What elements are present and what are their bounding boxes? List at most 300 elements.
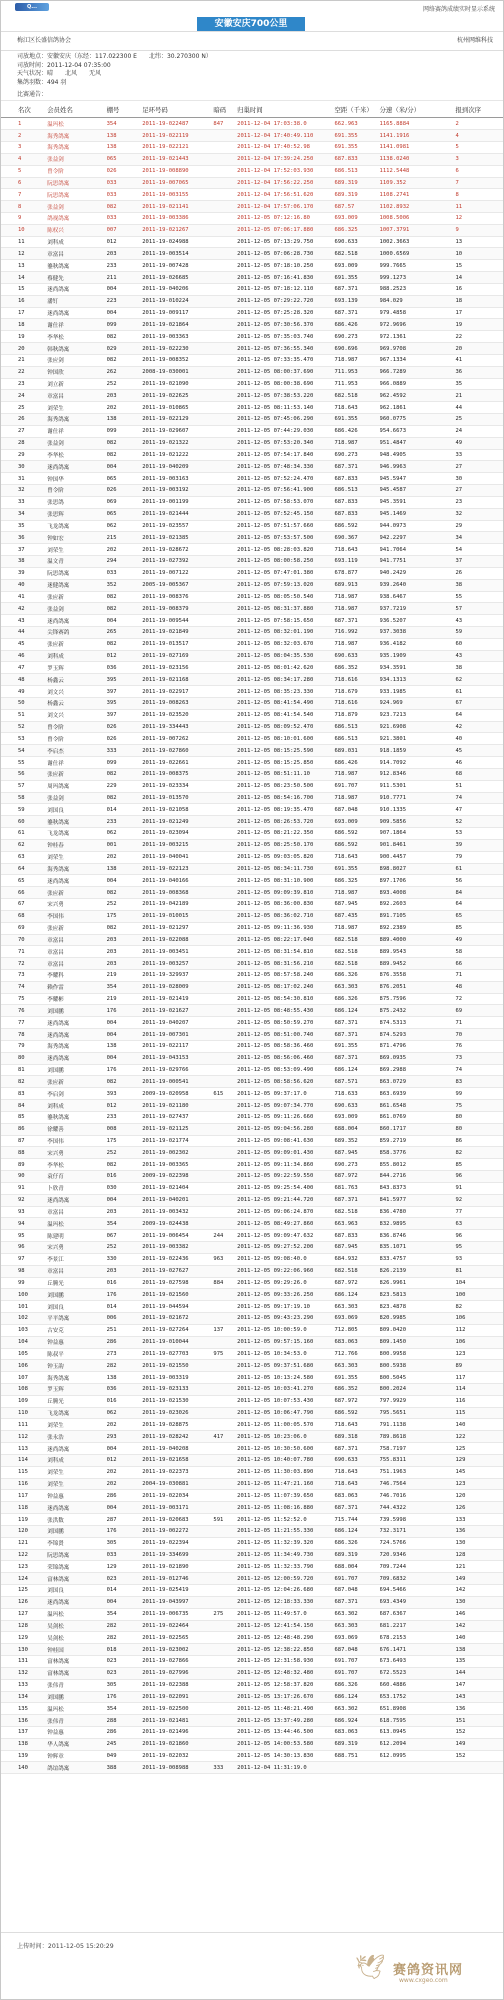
cell-rank: 21 [1, 354, 47, 366]
cell-member-name: 谢仕祥 [47, 425, 106, 437]
cell-report-order: 51 [455, 780, 503, 792]
cell-report-order: 43 [455, 615, 503, 627]
cell-speed: 809.0420 [380, 1324, 456, 1336]
cell-ring-number: 2011-19-021496 [142, 1727, 213, 1739]
cell-secret-code [213, 1242, 237, 1254]
cell-loft-number: 012 [107, 650, 143, 662]
table-row [1, 828, 503, 840]
cell-speed: 860.1717 [380, 1123, 456, 1135]
cell-speed: 1112.5448 [380, 165, 456, 177]
cell-secret-code [213, 1265, 237, 1277]
cell-ring-number: 2011-19-008352 [142, 354, 213, 366]
cell-speed: 800.2024 [380, 1383, 456, 1395]
cell-arrival-time: 2011-12-05 07:47:01.380 [237, 567, 334, 579]
cell-secret-code [213, 1017, 237, 1029]
cell-loft-number: 395 [107, 674, 143, 686]
cell-ring-number: 2011-19-021058 [142, 804, 213, 816]
cell-speed: 893.4008 [380, 887, 456, 899]
cell-distance: 686.513 [334, 165, 379, 177]
cell-secret-code [213, 319, 237, 331]
cell-member-name: 迷健鸽寓 [47, 579, 106, 591]
cell-rank: 18 [1, 319, 47, 331]
cell-arrival-time: 2011-12-05 11:30:03.890 [237, 1466, 334, 1478]
cell-distance: 689.319 [334, 177, 379, 189]
cell-report-order: 64 [455, 899, 503, 911]
cell-loft-number: 099 [107, 757, 143, 769]
cell-secret-code [213, 390, 237, 402]
cell-distance: 693.139 [334, 295, 379, 307]
cell-report-order: 37 [455, 556, 503, 568]
cell-ring-number: 2011-19-006735 [142, 1608, 213, 1620]
table-row [1, 248, 503, 260]
cell-distance: 689.318 [334, 1431, 379, 1443]
cell-ring-number: 2011-19-000541 [142, 1076, 213, 1088]
cell-distance: 691.355 [334, 863, 379, 875]
cell-speed: 1002.3663 [380, 236, 456, 248]
cell-member-name: 章富昌 [47, 1206, 106, 1218]
cell-member-name: 曾令阶 [47, 733, 106, 745]
cell-secret-code [213, 946, 237, 958]
cell-secret-code [213, 1372, 237, 1384]
cell-loft-number: 294 [107, 556, 143, 568]
cell-report-order: 85 [455, 1159, 503, 1171]
cell-member-name: 鎏秋鸽寓 [47, 816, 106, 828]
cell-loft-number: 082 [107, 354, 143, 366]
cell-ring-number: 2011-19-021550 [142, 1360, 213, 1372]
cell-rank: 39 [1, 567, 47, 579]
cell-loft-number: 029 [107, 343, 143, 355]
cell-ring-number: 2011-19-021444 [142, 508, 213, 520]
cell-arrival-time: 2011-12-05 08:49:27.860 [237, 1218, 334, 1230]
table-row [1, 343, 503, 355]
cell-rank: 62 [1, 839, 47, 851]
cell-ring-number: 2009-19-024438 [142, 1218, 213, 1230]
cell-secret-code [213, 1691, 237, 1703]
cell-loft-number: 016 [107, 1277, 143, 1289]
cell-speed: 746.7564 [380, 1478, 456, 1490]
system-title: 网络赛鸽成绩实时显示系统 [422, 6, 495, 13]
cell-report-order: 80 [455, 1111, 503, 1123]
cell-secret-code [213, 1656, 237, 1668]
cell-member-name: 刘荣生 [47, 1466, 106, 1478]
cell-report-order: 72 [455, 993, 503, 1005]
table-row [1, 1182, 503, 1194]
table-row [1, 1596, 503, 1608]
cell-arrival-time: 2011-12-05 09:25:54.400 [237, 1182, 334, 1194]
cell-rank: 116 [1, 1478, 47, 1490]
table-row [1, 118, 503, 130]
cell-distance: 687.833 [334, 153, 379, 165]
cell-rank: 60 [1, 816, 47, 828]
cell-loft-number: 036 [107, 1383, 143, 1395]
table-row [1, 425, 503, 437]
cell-rank: 139 [1, 1750, 47, 1762]
cell-distance: 691.355 [334, 414, 379, 426]
cell-loft-number: 211 [107, 272, 143, 284]
cell-speed: 999.7665 [380, 260, 456, 272]
cell-rank: 79 [1, 1040, 47, 1052]
cell-member-name: 海秀鸽寓 [47, 1040, 106, 1052]
cell-loft-number: 265 [107, 626, 143, 638]
cell-arrival-time: 2011-12-05 11:07:39.650 [237, 1490, 334, 1502]
col-report-order: 报到次序 [455, 101, 503, 118]
cell-speed: 836.4780 [380, 1206, 456, 1218]
cell-member-name: 温玛松 [47, 1218, 106, 1230]
cell-report-order: 151 [455, 1715, 503, 1727]
cell-speed: 676.1471 [380, 1644, 456, 1656]
cell-secret-code [213, 283, 237, 295]
cell-report-order: 35 [455, 378, 503, 390]
cell-ring-number: 2011-19-003163 [142, 473, 213, 485]
cell-arrival-time: 2011-12-05 12:18:33.330 [237, 1596, 334, 1608]
cell-secret-code [213, 1738, 237, 1750]
cell-arrival-time: 2011-12-05 08:32:03.670 [237, 638, 334, 650]
cell-distance: 711.953 [334, 378, 379, 390]
cell-ring-number: 2011-19-022129 [142, 414, 213, 426]
table-row [1, 1206, 503, 1218]
cell-member-name: 钟桂国 [47, 1644, 106, 1656]
table-row [1, 449, 503, 461]
cell-speed: 672.5523 [380, 1667, 456, 1679]
cell-speed: 937.7219 [380, 603, 456, 615]
cell-speed: 967.1334 [380, 354, 456, 366]
cell-speed: 889.9543 [380, 946, 456, 958]
table-row [1, 331, 503, 343]
cell-arrival-time: 2011-12-05 08:25:50.170 [237, 839, 334, 851]
cell-rank: 125 [1, 1585, 47, 1597]
cell-arrival-time: 2011-12-05 10:40:07.780 [237, 1454, 334, 1466]
cell-loft-number: 006 [107, 1313, 143, 1325]
cell-member-name: 章富昌 [47, 248, 106, 260]
table-row [1, 1194, 503, 1206]
table-row [1, 946, 503, 958]
cell-report-order: 82 [455, 1301, 503, 1313]
cell-distance: 663.302 [334, 1703, 379, 1715]
cell-loft-number: 273 [107, 1348, 143, 1360]
cell-report-order: 24 [455, 425, 503, 437]
cell-secret-code [213, 1679, 237, 1691]
cell-loft-number: 030 [107, 1182, 143, 1194]
table-row [1, 804, 503, 816]
cell-member-name: 富林鸽寓 [47, 1667, 106, 1679]
cell-loft-number: 203 [107, 1206, 143, 1218]
cell-member-name: 章富昌 [47, 1265, 106, 1277]
cell-secret-code [213, 899, 237, 911]
cell-ring-number: 2011-19-002272 [142, 1525, 213, 1537]
cell-ring-number: 2011-19-022123 [142, 863, 213, 875]
cell-secret-code [213, 1478, 237, 1490]
table-row [1, 792, 503, 804]
cell-secret-code [213, 425, 237, 437]
cell-speed: 1141.0981 [380, 142, 456, 154]
cell-member-name: 宋兴勇 [47, 1147, 106, 1159]
cell-distance: 718.987 [334, 591, 379, 603]
cell-distance: 718.616 [334, 697, 379, 709]
cell-speed: 935.1909 [380, 650, 456, 662]
cell-member-name: 张应新 [47, 638, 106, 650]
cell-ring-number: 2011-19-042189 [142, 899, 213, 911]
cell-arrival-time: 2011-12-05 08:31:54.810 [237, 946, 334, 958]
table-row [1, 378, 503, 390]
cell-secret-code [213, 1313, 237, 1325]
cell-rank: 83 [1, 1088, 47, 1100]
cell-loft-number: 138 [107, 130, 143, 142]
cell-secret-code [213, 1502, 237, 1514]
cell-ring-number: 2011-19-021890 [142, 1561, 213, 1573]
cell-report-order: 7 [455, 177, 503, 189]
cell-secret-code [213, 1383, 237, 1395]
table-row [1, 1218, 503, 1230]
cell-report-order: 92 [455, 1194, 503, 1206]
cell-report-order: 142 [455, 1585, 503, 1597]
cell-distance: 686.325 [334, 875, 379, 887]
cell-report-order: 52 [455, 816, 503, 828]
cell-rank: 47 [1, 662, 47, 674]
cell-secret-code [213, 638, 237, 650]
cell-report-order: 104 [455, 1277, 503, 1289]
table-row [1, 556, 503, 568]
cell-ring-number: 2011-19-334699 [142, 1549, 213, 1561]
cell-distance: 687.972 [334, 1171, 379, 1183]
table-row [1, 1159, 503, 1171]
cell-ring-number: 2011-19-021443 [142, 153, 213, 165]
cell-member-name: 张应新 [47, 768, 106, 780]
cell-loft-number: 067 [107, 1230, 143, 1242]
upload-time: 上传时间：2011-12-05 15:20:29 [17, 1943, 114, 1950]
cell-rank: 99 [1, 1277, 47, 1289]
cell-speed: 944.0973 [380, 520, 456, 532]
cell-loft-number: 065 [107, 508, 143, 520]
results-body [1, 118, 503, 1774]
cell-report-order: 67 [455, 697, 503, 709]
cell-ring-number: 2011-19-010044 [142, 1336, 213, 1348]
cell-member-name: 刘国鹏 [47, 1005, 106, 1017]
cell-secret-code [213, 1206, 237, 1218]
cell-ring-number: 2011-19-009544 [142, 615, 213, 627]
cell-distance: 691.707 [334, 780, 379, 792]
cell-member-name: 张益剑 [47, 792, 106, 804]
cell-secret-code [213, 236, 237, 248]
cell-secret-code [213, 142, 237, 154]
cell-member-name: 李景江 [47, 1253, 106, 1265]
cell-member-name: 潘钉 [47, 295, 106, 307]
cell-speed: 969.9708 [380, 343, 456, 355]
cell-report-order: 61 [455, 863, 503, 875]
cell-member-name: 鎏秋鸽寓 [47, 260, 106, 272]
cell-member-name: 张永浩 [47, 1431, 106, 1443]
cell-loft-number: 252 [107, 899, 143, 911]
cell-loft-number: 138 [107, 1040, 143, 1052]
cell-member-name: 张益剑 [47, 437, 106, 449]
cell-arrival-time: 2011-12-05 12:31:58.930 [237, 1656, 334, 1668]
cell-distance: 690.273 [334, 449, 379, 461]
cell-report-order: 16 [455, 283, 503, 295]
cell-speed: 800.5938 [380, 1360, 456, 1372]
cell-speed: 809.1450 [380, 1336, 456, 1348]
cell-loft-number: 004 [107, 615, 143, 627]
cell-arrival-time: 2011-12-05 14:30:13.830 [237, 1750, 334, 1762]
cell-ring-number: 2011-19-023156 [142, 662, 213, 674]
cell-secret-code [213, 970, 237, 982]
table-row [1, 686, 503, 698]
table-row [1, 875, 503, 887]
cell-distance: 689.319 [334, 189, 379, 201]
cell-rank: 57 [1, 780, 47, 792]
cell-loft-number: 004 [107, 1017, 143, 1029]
cell-member-name: 杨鑫云 [47, 697, 106, 709]
table-row [1, 910, 503, 922]
cell-rank: 15 [1, 283, 47, 295]
cell-loft-number: 175 [107, 910, 143, 922]
cell-distance: 690.696 [334, 343, 379, 355]
cell-secret-code [213, 910, 237, 922]
cell-report-order: 15 [455, 260, 503, 272]
cell-distance: 690.273 [334, 331, 379, 343]
cell-ring-number: 2011-19-024988 [142, 236, 213, 248]
cell-report-order: 39 [455, 839, 503, 851]
cell-report-order: 18 [455, 295, 503, 307]
cell-rank: 66 [1, 887, 47, 899]
cell-loft-number: 129 [107, 1561, 143, 1573]
cell-secret-code: 333 [213, 1762, 237, 1774]
cell-ring-number: 2011-19-003215 [142, 839, 213, 851]
cell-rank: 117 [1, 1490, 47, 1502]
cell-arrival-time: 2011-12-05 08:15:25.850 [237, 757, 334, 769]
cell-ring-number: 2011-19-022388 [142, 1679, 213, 1691]
cell-report-order: 77 [455, 1206, 503, 1218]
cell-speed: 875.7596 [380, 993, 456, 1005]
cell-secret-code [213, 1537, 237, 1549]
cell-speed: 858.3776 [380, 1147, 456, 1159]
table-row [1, 1691, 503, 1703]
cell-ring-number: 2011-19-008988 [142, 1762, 213, 1774]
cell-report-order: 106 [455, 1313, 503, 1325]
cell-rank: 136 [1, 1715, 47, 1727]
cell-arrival-time: 2011-12-05 08:00:58.250 [237, 556, 334, 568]
cell-distance: 686.325 [334, 224, 379, 236]
cell-arrival-time: 2011-12-05 08:36:02.710 [237, 910, 334, 922]
cell-report-order: 64 [455, 709, 503, 721]
cell-speed: 709.6832 [380, 1573, 456, 1585]
cell-loft-number: 175 [107, 1135, 143, 1147]
table-row [1, 674, 503, 686]
cell-loft-number: 007 [107, 224, 143, 236]
cell-rank: 122 [1, 1549, 47, 1561]
cell-ring-number: 2011-19-021141 [142, 201, 213, 213]
cell-secret-code [213, 1111, 237, 1123]
cell-distance: 682.518 [334, 390, 379, 402]
cell-distance: 689.319 [334, 1549, 379, 1561]
cell-report-order: 23 [455, 496, 503, 508]
cell-loft-number: 033 [107, 1549, 143, 1561]
cell-arrival-time: 2011-12-05 09:06:24.870 [237, 1206, 334, 1218]
cell-member-name: 刘荣生 [47, 851, 106, 863]
cell-distance: 663.963 [334, 1218, 379, 1230]
table-row [1, 626, 503, 638]
cell-report-order: 38 [455, 579, 503, 591]
cell-arrival-time: 2011-12-05 08:28:03.820 [237, 544, 334, 556]
cell-loft-number: 062 [107, 1407, 143, 1419]
cell-rank: 96 [1, 1242, 47, 1254]
cell-speed: 999.1273 [380, 272, 456, 284]
cell-rank: 4 [1, 153, 47, 165]
cell-ring-number: 2011-19-022565 [142, 1632, 213, 1644]
cell-ring-number: 2011-19-029607 [142, 425, 213, 437]
table-row [1, 745, 503, 757]
cell-ring-number: 2011-19-023002 [142, 1644, 213, 1656]
cell-report-order: 17 [455, 307, 503, 319]
cell-rank: 86 [1, 1123, 47, 1135]
table-row [1, 544, 503, 556]
cell-rank: 52 [1, 721, 47, 733]
cell-rank: 128 [1, 1620, 47, 1632]
cell-report-order: 116 [455, 1395, 503, 1407]
table-row [1, 1029, 503, 1041]
cell-report-order: 5 [455, 142, 503, 154]
table-row [1, 130, 503, 142]
table-row [1, 236, 503, 248]
cell-rank: 9 [1, 213, 47, 225]
cell-distance: 689.031 [334, 745, 379, 757]
cell-rank: 109 [1, 1395, 47, 1407]
cell-report-order: 43 [455, 650, 503, 662]
cell-arrival-time: 2011-12-05 10:30:50.600 [237, 1443, 334, 1455]
cell-secret-code [213, 1727, 237, 1739]
table-row [1, 1667, 503, 1679]
site-logo[interactable] [15, 3, 49, 11]
cell-ring-number: 2011-19-022121 [142, 142, 213, 154]
cell-secret-code [213, 508, 237, 520]
cell-member-name: 迷尚鸽寓 [47, 461, 106, 473]
cell-ring-number: 2011-19-003171 [142, 1502, 213, 1514]
cell-rank: 80 [1, 1052, 47, 1064]
cell-distance: 663.303 [334, 1360, 379, 1372]
cell-member-name: 迷尚鸽寓 [47, 1052, 106, 1064]
cell-loft-number: 016 [107, 1171, 143, 1183]
col-ring-number: 足环号码 [142, 101, 213, 118]
cell-ring-number: 2011-19-002302 [142, 1147, 213, 1159]
cell-secret-code [213, 851, 237, 863]
cell-report-order: 123 [455, 1348, 503, 1360]
cell-speed: 653.1752 [380, 1691, 456, 1703]
cell-distance: 687.371 [334, 1194, 379, 1206]
cell-member-name: 曾令阶 [47, 721, 106, 733]
cell-arrival-time: 2011-12-04 17:39:24.250 [237, 153, 334, 165]
cell-loft-number: 004 [107, 1194, 143, 1206]
cell-rank: 37 [1, 544, 47, 556]
table-row [1, 1632, 503, 1644]
cell-distance: 687.833 [334, 473, 379, 485]
table-row [1, 1454, 503, 1466]
cell-member-name: 飞龙鸽寓 [47, 828, 106, 840]
cell-secret-code: 137 [213, 1324, 237, 1336]
cell-rank: 48 [1, 674, 47, 686]
cell-report-order: 85 [455, 922, 503, 934]
cell-loft-number: 282 [107, 1360, 143, 1372]
cell-ring-number: 2011-19-040209 [142, 461, 213, 473]
cell-ring-number: 2011-19-022661 [142, 757, 213, 769]
cell-arrival-time: 2011-12-05 13:44:46.500 [237, 1727, 334, 1739]
cell-speed: 1007.3791 [380, 224, 456, 236]
cell-secret-code [213, 839, 237, 851]
association-bar [1, 32, 503, 51]
cell-arrival-time: 2011-12-05 12:58:37.820 [237, 1679, 334, 1691]
table-row [1, 283, 503, 295]
cell-member-name: 刘文兴 [47, 686, 106, 698]
cell-ring-number: 2011-19-022625 [142, 390, 213, 402]
cell-speed: 1138.0240 [380, 153, 456, 165]
cell-secret-code [213, 1561, 237, 1573]
